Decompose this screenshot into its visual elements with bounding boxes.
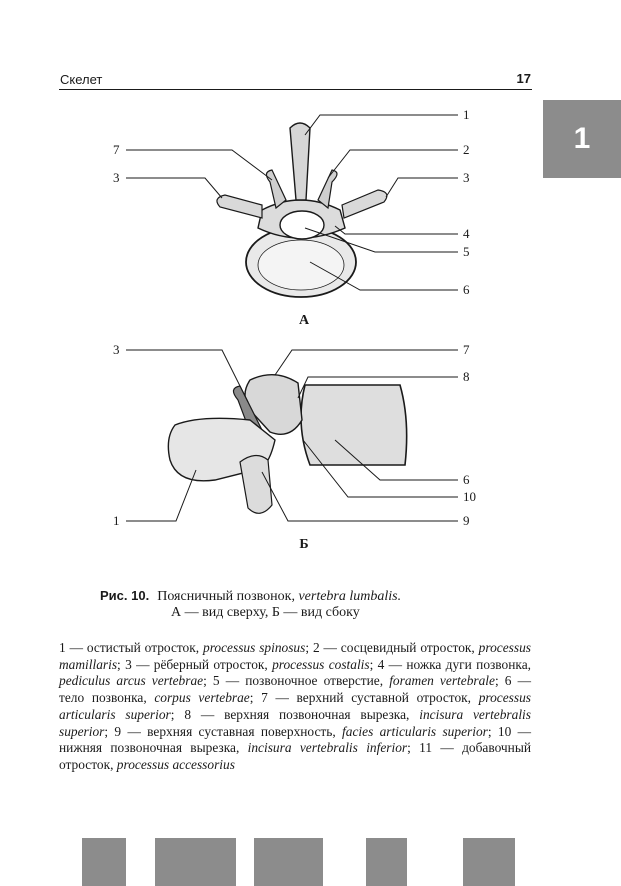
figure-legend bbox=[59, 640, 531, 774]
callout-3-a-right: 3 bbox=[463, 170, 470, 185]
legend-text: ; 2 — сосцевидный отросток, bbox=[305, 640, 479, 655]
running-header-section: Скелет bbox=[60, 72, 103, 87]
vertebra-top-view bbox=[217, 123, 387, 297]
legend-text: ; 3 — рёберный отросток, bbox=[117, 656, 273, 672]
legend-latin-term: facies articularis superior bbox=[342, 723, 488, 739]
callout-9-b: 9 bbox=[463, 513, 470, 528]
callout-6-a: 6 bbox=[463, 282, 470, 297]
bottom-block-2 bbox=[155, 838, 236, 886]
bottom-block-3 bbox=[254, 838, 323, 886]
callout-3-b: 3 bbox=[113, 342, 120, 357]
callout-1-b: 1 bbox=[113, 513, 120, 528]
legend-text: ; 10 — нижняя позвоночная вырезка, bbox=[59, 723, 532, 756]
legend-latin-term: corpus vertebrae bbox=[154, 690, 250, 706]
caption-prefix: Рис. 10. bbox=[100, 588, 150, 603]
view-a-label: А bbox=[298, 313, 310, 328]
callout-3-a-left: 3 bbox=[113, 170, 120, 185]
callout-7-a: 7 bbox=[113, 142, 120, 157]
caption-subtitle: А — вид сверху, Б — вид сбоку bbox=[171, 605, 360, 620]
callout-6-b: 6 bbox=[463, 472, 470, 487]
callout-4-a: 4 bbox=[463, 226, 470, 241]
callout-8-b: 8 bbox=[463, 369, 470, 384]
legend-latin-term: incisura vertebralis superior bbox=[59, 706, 531, 739]
legend-text: ; 6 — тело позвонка, bbox=[59, 673, 531, 706]
bottom-block-5 bbox=[463, 838, 515, 886]
caption-title: Поясничный позвонок, bbox=[157, 589, 299, 604]
legend-text: ; 4 — ножка дуги позвонка, bbox=[369, 656, 531, 672]
legend-text: ; 8 — верхняя позвоночная вырезка, bbox=[170, 706, 420, 722]
legend-latin-term: processus spinosus bbox=[203, 640, 306, 655]
bottom-block-4 bbox=[366, 838, 407, 886]
legend-text: ; 9 — верхняя суставная поверхность, bbox=[104, 723, 343, 739]
vertebra-side-view bbox=[168, 375, 406, 514]
legend-latin-term: pediculus arcus vertebrae bbox=[59, 673, 204, 689]
bottom-block-1 bbox=[82, 838, 126, 886]
legend-latin-term: processus articularis superior bbox=[59, 690, 532, 722]
chapter-tab: 1 bbox=[543, 100, 621, 178]
callout-1-a: 1 bbox=[463, 107, 470, 122]
callout-5-a: 5 bbox=[463, 244, 470, 259]
caption-title-latin: vertebra lumbalis. bbox=[298, 589, 402, 604]
callout-7-b: 7 bbox=[463, 342, 470, 357]
legend-latin-term: processus costalis bbox=[272, 656, 370, 672]
view-b-label: Б bbox=[299, 537, 309, 552]
legend-latin-term: incisura vertebralis inferior bbox=[247, 740, 408, 756]
legend-text: 1 — остистый отросток, bbox=[59, 640, 203, 655]
legend-latin-term: foramen vertebrale bbox=[389, 673, 495, 689]
legend-latin-term: processus accessorius bbox=[116, 756, 235, 772]
legend-text: ; 11 — добавочный отросток, bbox=[59, 740, 531, 772]
legend-latin-term: processus mamillaris bbox=[59, 640, 531, 672]
legend-text: ; 5 — позвоночное отверстие, bbox=[203, 673, 390, 689]
legend-text: ; 7 — верхний суставной отросток, bbox=[249, 690, 479, 706]
callout-10-b: 10 bbox=[463, 489, 476, 504]
page-number: 17 bbox=[516, 71, 531, 86]
callout-2-a: 2 bbox=[463, 142, 470, 157]
figure-caption bbox=[100, 588, 520, 621]
